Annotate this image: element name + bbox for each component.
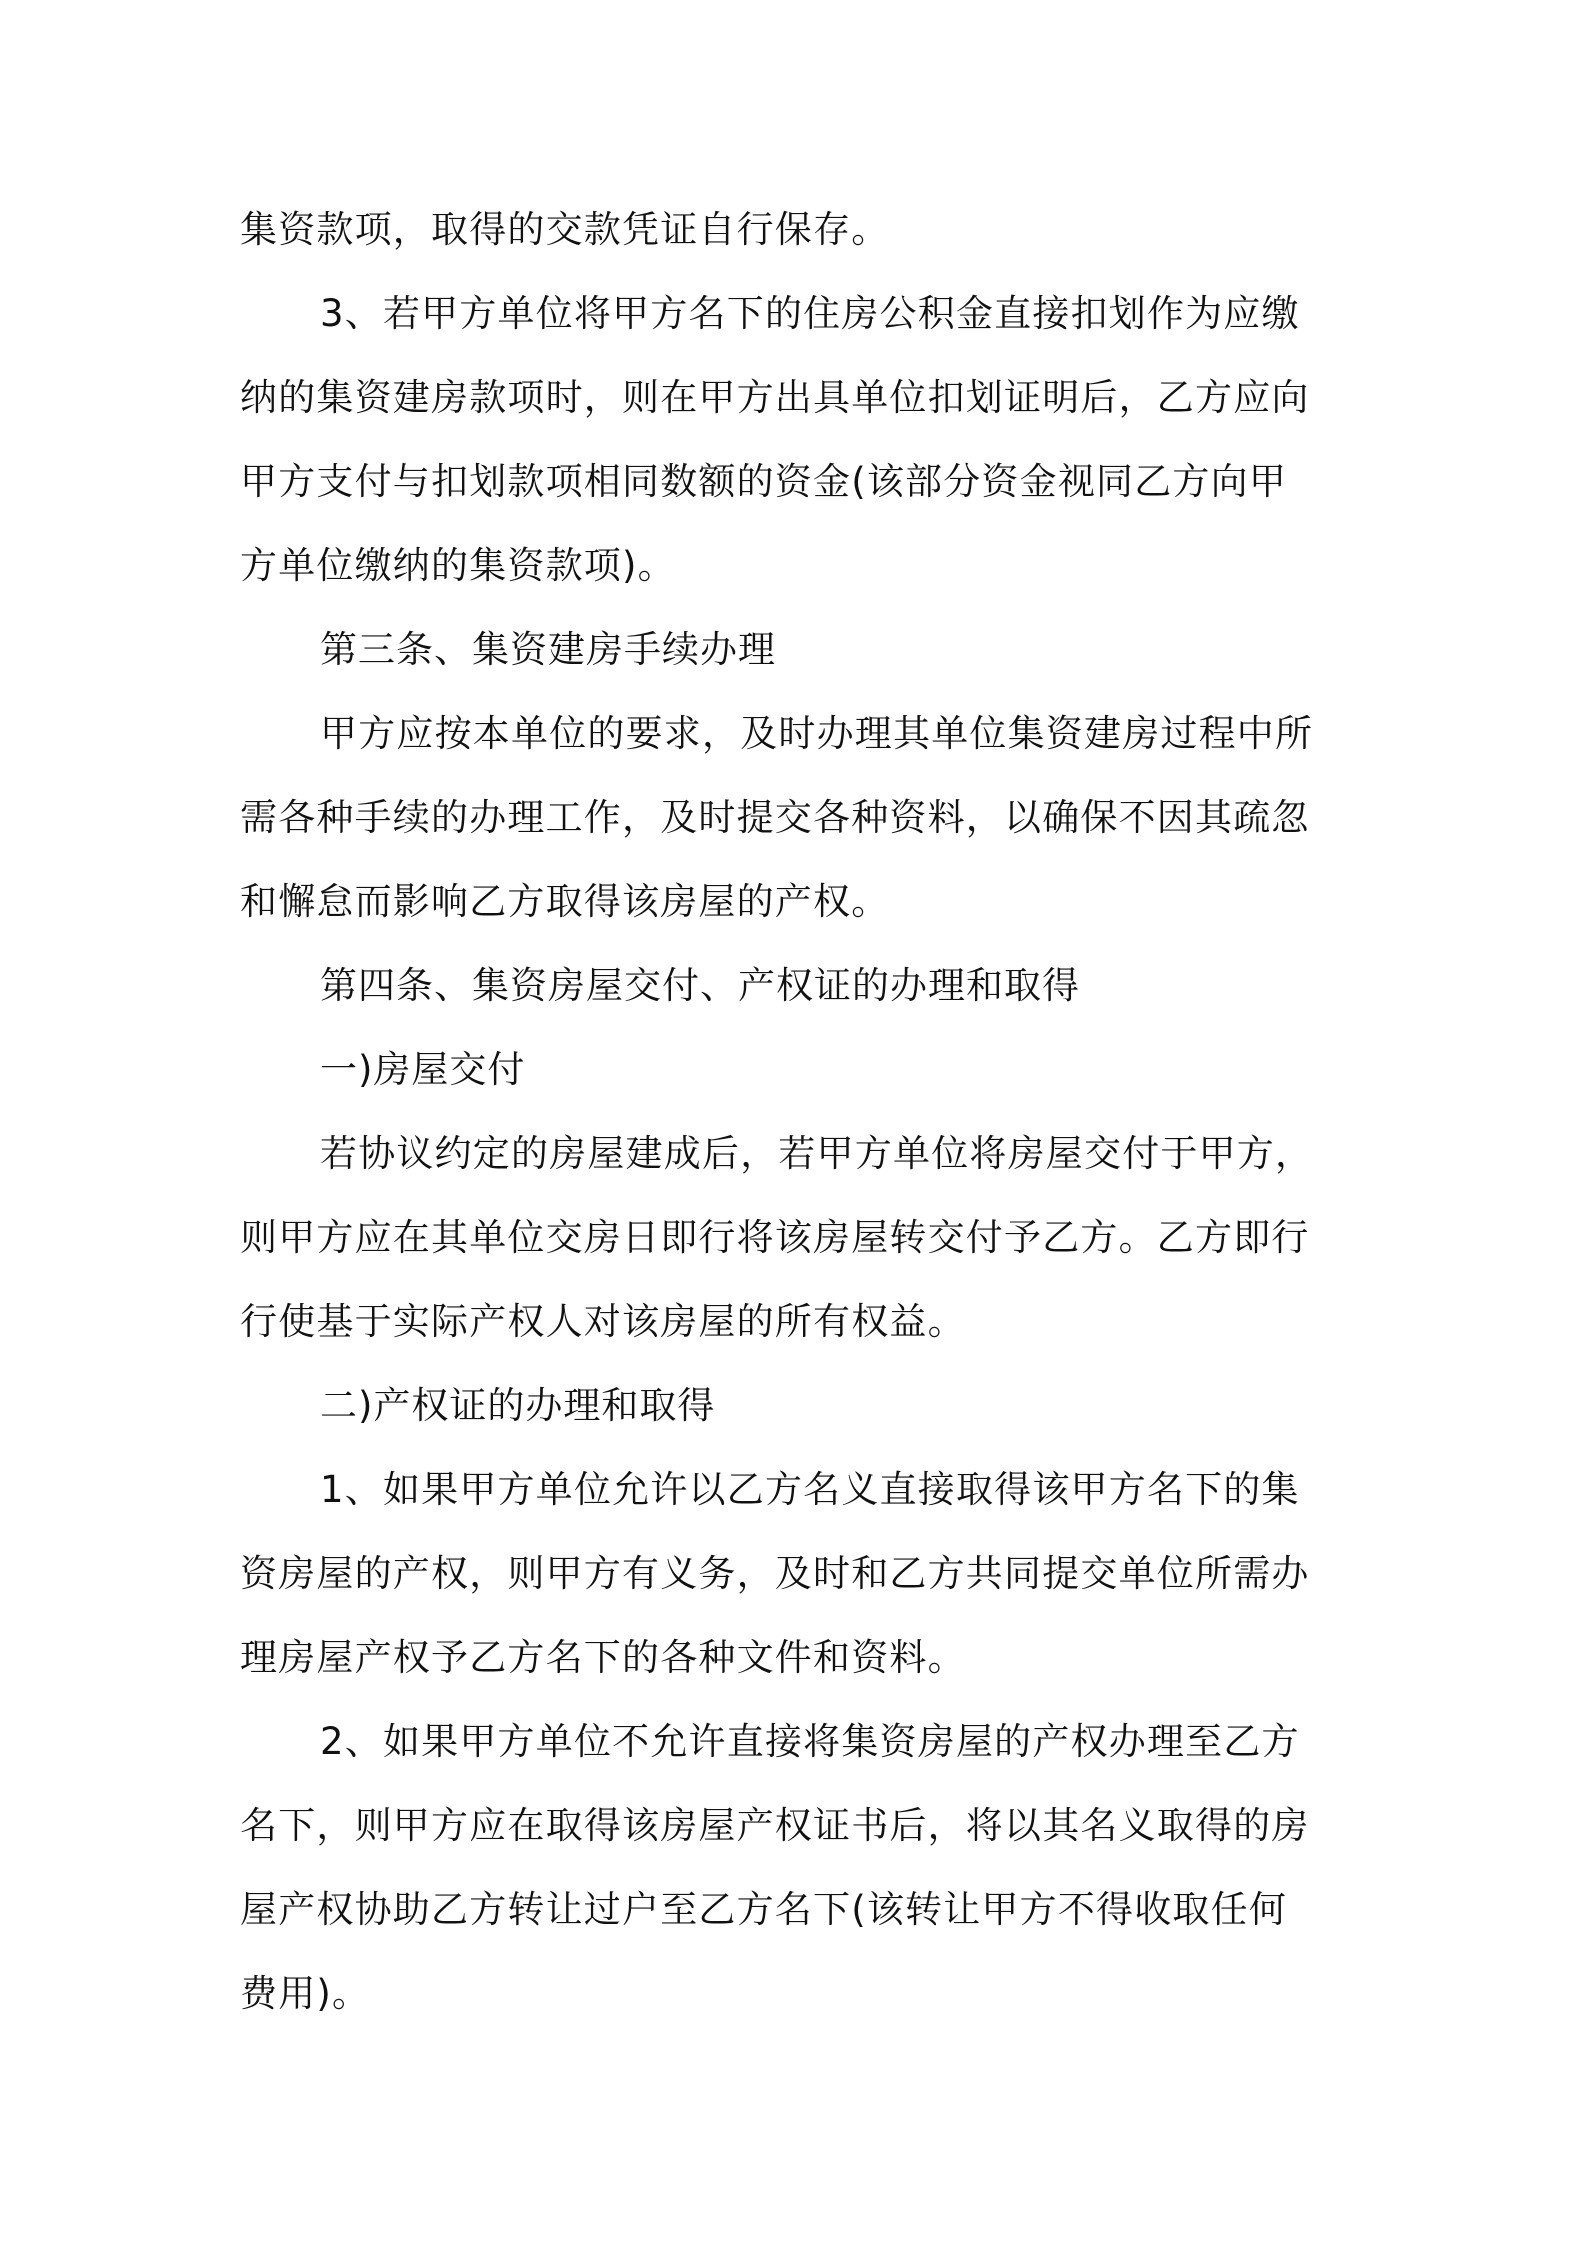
text-line: 若协议约定的房屋建成后，若甲方单位将房屋交付于甲方， <box>320 1132 1314 1175</box>
text-line: 1、如果甲方单位允许以乙方名义直接取得该甲方名下的集 <box>320 1468 1300 1511</box>
text-line: 资房屋的产权，则甲方有义务，及时和乙方共同提交单位所需办 <box>240 1552 1310 1595</box>
text-line: 屋产权协助乙方转让过户至乙方名下(该转让甲方不得收取任何 <box>240 1888 1288 1931</box>
section-heading: 第三条、集资建房手续办理 <box>320 628 776 671</box>
text-line: 甲方支付与扣划款项相同数额的资金(该部分资金视同乙方向甲 <box>240 460 1288 503</box>
subsection-heading: 二)产权证的办理和取得 <box>320 1384 716 1427</box>
section-heading: 第四条、集资房屋交付、产权证的办理和取得 <box>320 964 1080 1007</box>
text-line: 行使基于实际产权人对该房屋的所有权益。 <box>240 1300 966 1343</box>
text-line: 2、如果甲方单位不允许直接将集资房屋的产权办理至乙方 <box>320 1720 1300 1763</box>
text-line: 纳的集资建房款项时，则在甲方出具单位扣划证明后，乙方应向 <box>240 376 1310 419</box>
text-line: 甲方应按本单位的要求，及时办理其单位集资建房过程中所 <box>320 712 1314 755</box>
text-line: 费用)。 <box>240 1972 371 2015</box>
text-line: 名下，则甲方应在取得该房屋产权证书后，将以其名义取得的房 <box>240 1804 1310 1847</box>
text-line: 集资款项，取得的交款凭证自行保存。 <box>240 208 890 251</box>
text-line: 理房屋产权予乙方名下的各种文件和资料。 <box>240 1636 966 1679</box>
text-line: 和懈怠而影响乙方取得该房屋的产权。 <box>240 880 890 923</box>
text-line: 3、若甲方单位将甲方名下的住房公积金直接扣划作为应缴 <box>320 292 1300 335</box>
text-line: 需各种手续的办理工作，及时提交各种资料，以确保不因其疏忽 <box>240 796 1310 839</box>
subsection-heading: 一)房屋交付 <box>320 1048 526 1091</box>
document-body <box>240 188 1360 2036</box>
text-line: 方单位缴纳的集资款项)。 <box>240 544 676 587</box>
text-line: 则甲方应在其单位交房日即行将该房屋转交付予乙方。乙方即行 <box>240 1216 1310 1259</box>
